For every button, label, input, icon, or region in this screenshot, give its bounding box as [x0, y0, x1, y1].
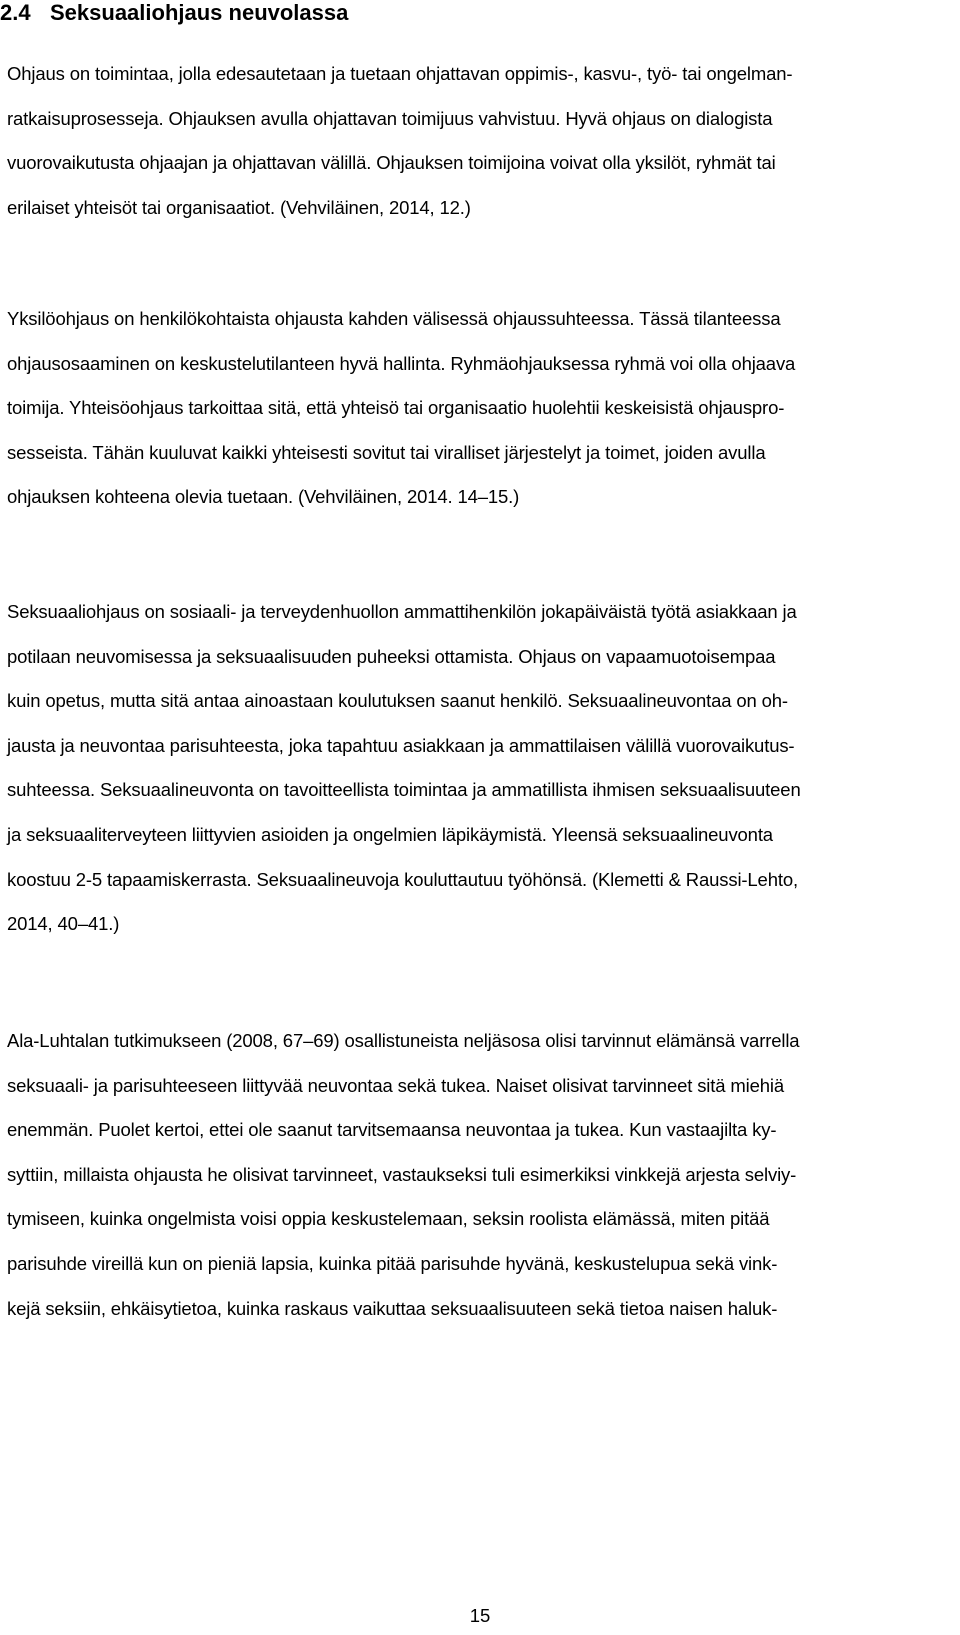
- paragraph-line: kejä seksiin, ehkäisytietoa, kuinka raskaus vaikuttaa seksuaalisuuteen sekä tietoa naisen haluk-: [7, 1297, 778, 1319]
- paragraph-line: seksuaali- ja parisuhteeseen liittyvää neuvontaa sekä tukea. Naiset olisivat tarvinneet sitä miehiä: [7, 1074, 784, 1096]
- paragraph-ala-luhtala: [7, 1019, 960, 1331]
- paragraph-line: ratkaisuprosesseja. Ohjauksen avulla ohjattavan toimijuus vahvistuu. Hyvä ohjaus on dialogista: [7, 107, 773, 129]
- paragraph-line: parisuhde vireillä kun on pieniä lapsia, kuinka pitää parisuhde hyvänä, keskustelupua sekä vink-: [7, 1252, 778, 1274]
- page-number: 15: [469, 1605, 491, 1626]
- paragraph-line: sesseista. Tähän kuuluvat kaikki yhteisesti sovitut tai viralliset järjestelyt ja toimet, joiden avulla: [7, 441, 766, 463]
- paragraph-line: enemmän. Puolet kertoi, ettei ole saanut tarvitsemaansa neuvontaa ja tukea. Kun vastaajilta ky-: [7, 1119, 777, 1141]
- paragraph-line: 2014, 40–41.): [7, 913, 120, 935]
- paragraph-yksiloohjaus: [7, 297, 960, 520]
- paragraph-line: kuin opetus, mutta sitä antaa ainoastaan koulutuksen saanut henkilö. Seksuaalineuvontaa on oh-: [7, 690, 788, 712]
- paragraph-line: syttiin, millaista ohjausta he olisivat tarvinneet, vastaukseksi tuli esimerkiksi vinkkejä arjesta selviy-: [7, 1163, 797, 1185]
- section-title: Seksuaaliohjaus neuvolassa: [50, 0, 349, 25]
- paragraph-seksuaaliohjaus: [7, 590, 960, 947]
- paragraph-line: tymiseen, kuinka ongelmista voisi oppia keskustelemaan, seksin roolista elämässä, miten pitää: [7, 1208, 770, 1230]
- paragraph-line: suhteessa. Seksuaalineuvonta on tavoitteellista toimintaa ja ammatillista ihmisen seksuaalisuuteen: [7, 779, 801, 801]
- paragraph-ohjaus: [7, 52, 960, 230]
- paragraph-line: toimija. Yhteisöohjaus tarkoittaa sitä, että yhteisö tai organisaatio huolehtii keskeisistä ohjauspro-: [7, 397, 785, 419]
- paragraph-line: Ohjaus on toimintaa, jolla edesautetaan ja tuetaan ohjattavan oppimis-, kasvu-, työ- tai ongelman-: [7, 63, 793, 84]
- paragraph-line: Yksilöohjaus on henkilökohtaista ohjausta kahden välisessä ohjaussuhteessa. Tässä tilanteessa: [7, 308, 781, 329]
- paragraph-line: ohjausosaaminen on keskustelutilanteen hyvä hallinta. Ryhmäohjauksessa ryhmä voi olla ohjaava: [7, 352, 796, 374]
- paragraph-line: Seksuaaliohjaus on sosiaali- ja terveydenhuollon ammattihenkilön jokapäiväistä työtä asiakkaan ja: [7, 601, 797, 622]
- section-number: 2.4: [0, 0, 31, 25]
- paragraph-line: erilaiset yhteisöt tai organisaatiot. (Vehviläinen, 2014, 12.): [7, 196, 471, 218]
- paragraph-line: vuorovaikutusta ohjaajan ja ohjattavan välillä. Ohjauksen toimijoina voivat olla yksilöt, ryhmät tai: [7, 152, 776, 174]
- paragraph-line: koostuu 2-5 tapaamiskerrasta. Seksuaalineuvoja kouluttautuu työhönsä. (Klemetti & Raussi-Lehto,: [7, 868, 798, 890]
- paragraph-line: ohjauksen kohteena olevia tuetaan. (Vehviläinen, 2014. 14–15.): [7, 486, 520, 508]
- paragraph-line: Ala-Luhtalan tutkimukseen (2008, 67–69) osallistuneista neljäsosa olisi tarvinnut elämänsä varrella: [7, 1030, 800, 1051]
- section-heading: [0, 0, 348, 26]
- paragraph-line: jausta ja neuvontaa parisuhteesta, joka tapahtuu asiakkaan ja ammattilaisen välillä vuorovaikutus-: [7, 734, 795, 756]
- paragraph-line: ja seksuaaliterveyteen liittyvien asioiden ja ongelmien läpikäymistä. Yleensä seksuaalineuvonta: [7, 823, 773, 845]
- paragraph-line: potilaan neuvomisessa ja seksuaalisuuden puheeksi ottamista. Ohjaus on vapaamuotoisempaa: [7, 645, 776, 667]
